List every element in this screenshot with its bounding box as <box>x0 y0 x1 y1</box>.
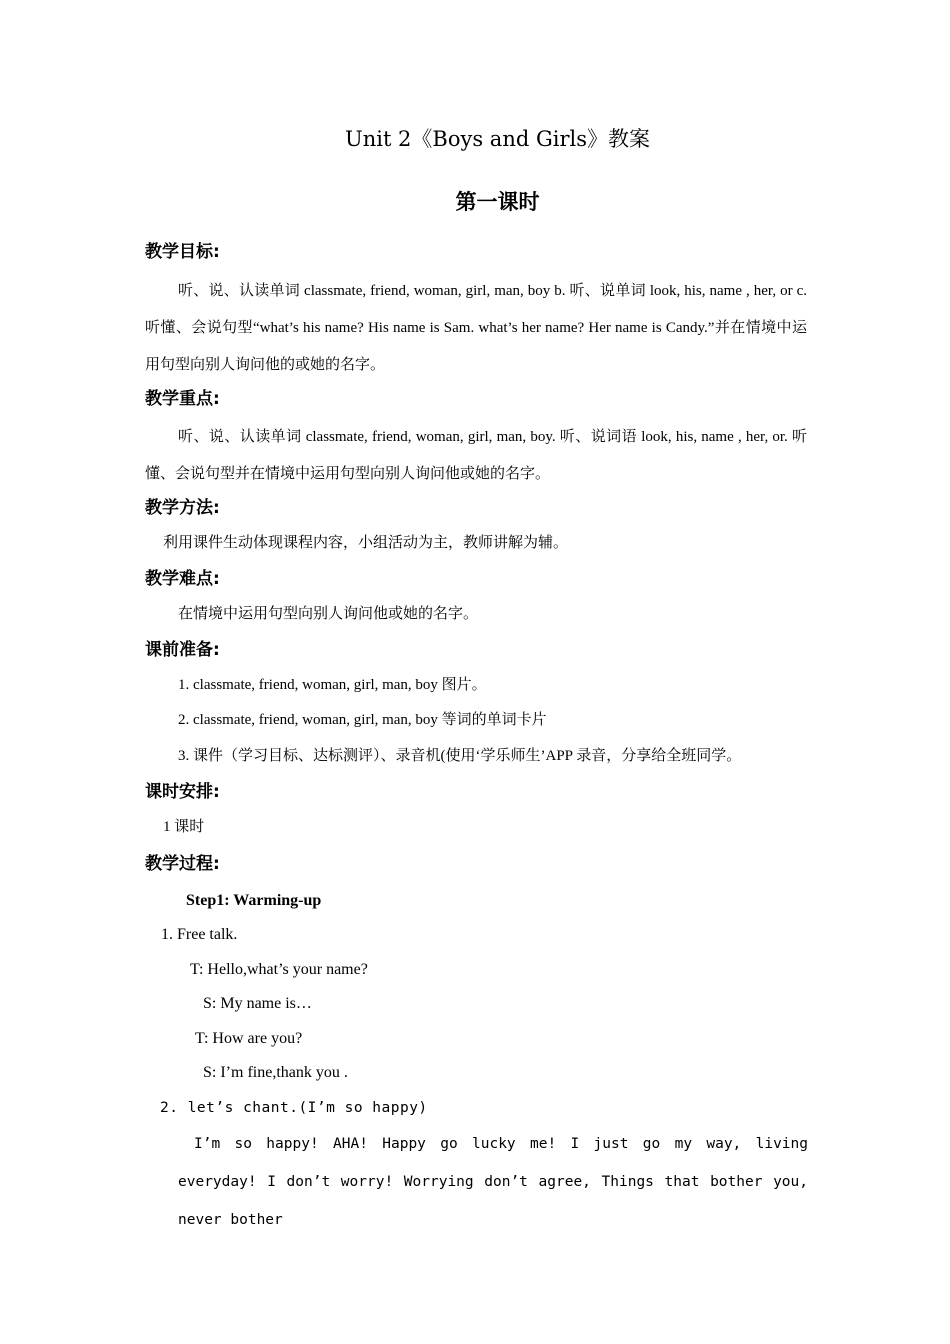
preparation-heading: 课前准备: <box>145 640 220 660</box>
dialog-line: S: My name is… <box>203 995 312 1012</box>
dialog-line: T: How are you? <box>195 1030 303 1047</box>
schedule-heading: 课时安排: <box>145 782 220 802</box>
step1-heading: Step1: Warming-up <box>186 892 322 909</box>
dialog-line: S: I’m fine,thank you . <box>203 1064 348 1081</box>
goals-body: 听、说、认读单词 classmate, friend, woman, girl, man, boy b. 听、说单词 look, his, name , her, or c. 听懂、会说句型“what’s his name? His name is Sam. what’s her name? Her name is Candy.”并在情境中运用句型向别人询问他的或她的名字。 <box>145 283 807 373</box>
methods-body: 利用课件生动体现课程内容，小组活动为主，教师讲解为辅。 <box>163 535 569 551</box>
dialog-line: T: Hello,what’s your name? <box>190 961 368 978</box>
chant-lyrics: I’m so happy! AHA! Happy go lucky me! I just go my way, living everyday! I don’t worry! Worrying don’t agree, Things that bother you, never bother <box>178 1136 808 1228</box>
chant-title: 2. let’s chant.(I’m so happy) <box>160 1100 428 1116</box>
document-title: Unit 2《Boys and Girls》教案 <box>345 127 650 151</box>
difficulties-body: 在情境中运用句型向别人询问他或她的名字。 <box>178 606 479 622</box>
lesson-subtitle: 第一课时 <box>455 190 540 214</box>
key-points-body: 听、说、认读单词 classmate, friend, woman, girl, man, boy. 听、说词语 look, his, name , her, or. 听懂、会说句型并在情境中运用句型向别人询问他或她的名字。 <box>145 429 807 482</box>
process-heading: 教学过程: <box>145 854 220 874</box>
preparation-item-3: 3. 课件（学习目标、达标测评）、录音机(使用‘学乐师生’APP 录音，分享给全班同学。 <box>178 748 742 764</box>
goals-heading: 教学目标: <box>145 242 220 262</box>
schedule-body: 1 课时 <box>163 819 205 835</box>
key-points-heading: 教学重点: <box>145 389 220 409</box>
preparation-item-2: 2. classmate, friend, woman, girl, man, boy 等词的单词卡片 <box>178 712 547 728</box>
free-talk-item: 1. Free talk. <box>161 926 238 943</box>
difficulties-heading: 教学难点: <box>145 569 220 589</box>
methods-heading: 教学方法: <box>145 498 220 518</box>
preparation-item-1: 1. classmate, friend, woman, girl, man, boy 图片。 <box>178 677 487 693</box>
